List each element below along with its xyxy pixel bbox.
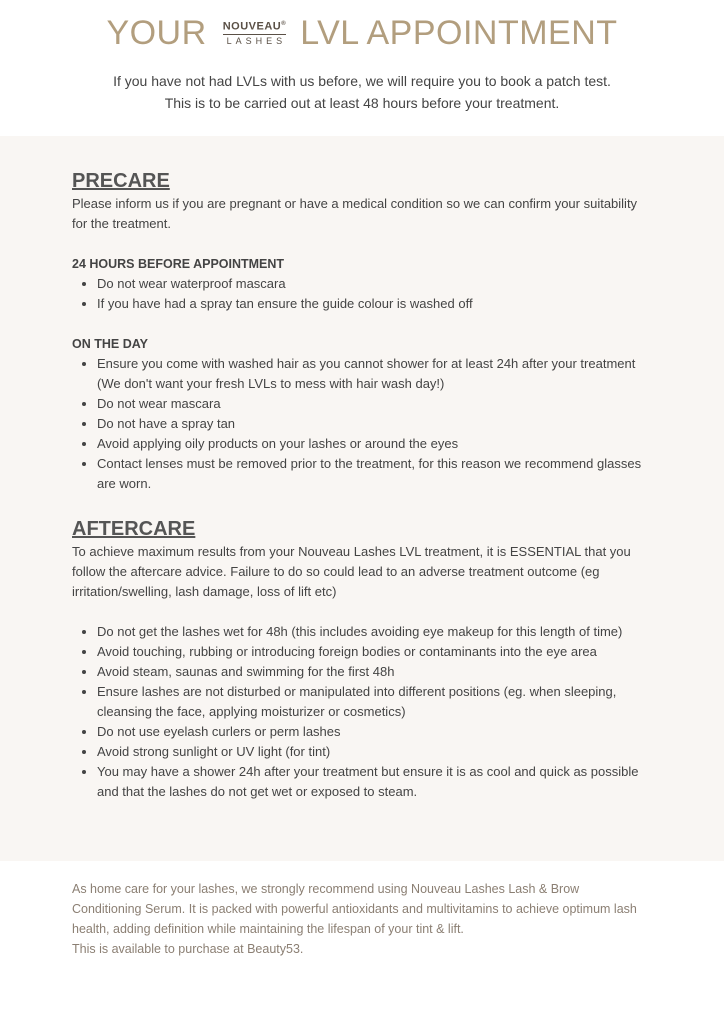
intro-line-1: If you have not had LVLs with us before, we will require you to book a patch test. bbox=[113, 73, 611, 89]
list-item: • You may have a shower 24h after your treatment but ensure it is as cool and quick as possible and that the lashes do not get wet or exposed to steam. bbox=[97, 762, 652, 802]
logo-top-text: NOUVEAU bbox=[222, 20, 282, 33]
serum-recommendation: As home care for your lashes, we strongly recommend using Nouveau Lashes Lash & Brow Conditioning Serum. It is packed with powerful antioxidants and multivitamins to achieve optimum lash health, adding definition while maintaining the lifespan of your tint & lift. bbox=[72, 882, 637, 936]
logo-registered-mark: ® bbox=[281, 21, 287, 28]
patch-test-notice bbox=[0, 70, 724, 114]
list-item: • Ensure lashes are not disturbed or manipulated into different positions (eg. when sleeping, cleansing the face, applying moisturizer or cosmetics) bbox=[97, 682, 652, 722]
logo-bottom-text: LASHES bbox=[226, 35, 287, 46]
list-item: • If you have had a spray tan ensure the guide colour is washed off bbox=[97, 294, 652, 314]
before-appointment-heading: 24 HOURS BEFORE APPOINTMENT bbox=[72, 257, 285, 271]
list-item: • Avoid touching, rubbing or introducing foreign bodies or contaminants into the eye area bbox=[97, 642, 652, 662]
intro-line-2: This is to be carried out at least 48 hours before your treatment. bbox=[164, 95, 560, 111]
aftercare-heading: AFTERCARE bbox=[72, 518, 196, 540]
list-item: • Do not wear waterproof mascara bbox=[97, 274, 652, 294]
nouveau-lashes-logo bbox=[223, 21, 287, 46]
list-item: • Avoid strong sunlight or UV light (for tint) bbox=[97, 742, 652, 762]
aftercare-list bbox=[72, 622, 652, 802]
precare-heading: PRECARE bbox=[72, 170, 170, 192]
list-item: • Do not wear mascara bbox=[97, 394, 652, 414]
page-header bbox=[0, 0, 724, 136]
title-right: LVL APPOINTMENT bbox=[300, 14, 618, 52]
on-the-day-list bbox=[72, 354, 652, 494]
list-item: • Ensure you come with washed hair as you cannot shower for at least 24h after your treatment (We don't want your fresh LVLs to mess with hair wash day!) bbox=[97, 354, 652, 394]
list-item: • Do not use eyelash curlers or perm lashes bbox=[97, 722, 652, 742]
precare-intro: Please inform us if you are pregnant or have a medical condition so we can confirm your suitability for the treatment. bbox=[72, 196, 638, 231]
on-the-day-heading: ON THE DAY bbox=[72, 337, 148, 351]
list-item: • Do not get the lashes wet for 48h (this includes avoiding eye makeup for this length of time) bbox=[97, 622, 652, 642]
list-item: • Contact lenses must be removed prior to the treatment, for this reason we recommend glasses are worn. bbox=[97, 454, 652, 494]
aftercare-intro: To achieve maximum results from your Nouveau Lashes LVL treatment, it is ESSENTIAL that you follow the aftercare advice. Failure to do so could lead to an adverse treatment outcome (eg irritation/swelling, lash damage, loss of lift etc) bbox=[72, 544, 631, 599]
before-appointment-list bbox=[72, 274, 652, 314]
list-item: • Avoid applying oily products on your lashes or around the eyes bbox=[97, 434, 652, 454]
aftercare-section bbox=[72, 516, 652, 802]
care-panel bbox=[0, 136, 724, 861]
title-left: YOUR bbox=[106, 14, 207, 52]
list-item: • Do not have a spray tan bbox=[97, 414, 652, 434]
precare-section bbox=[72, 168, 652, 494]
availability-note: This is available to purchase at Beauty53. bbox=[72, 942, 304, 956]
home-care-note bbox=[0, 861, 724, 959]
list-item: • Avoid steam, saunas and swimming for the first 48h bbox=[97, 662, 652, 682]
page-title bbox=[0, 14, 724, 53]
